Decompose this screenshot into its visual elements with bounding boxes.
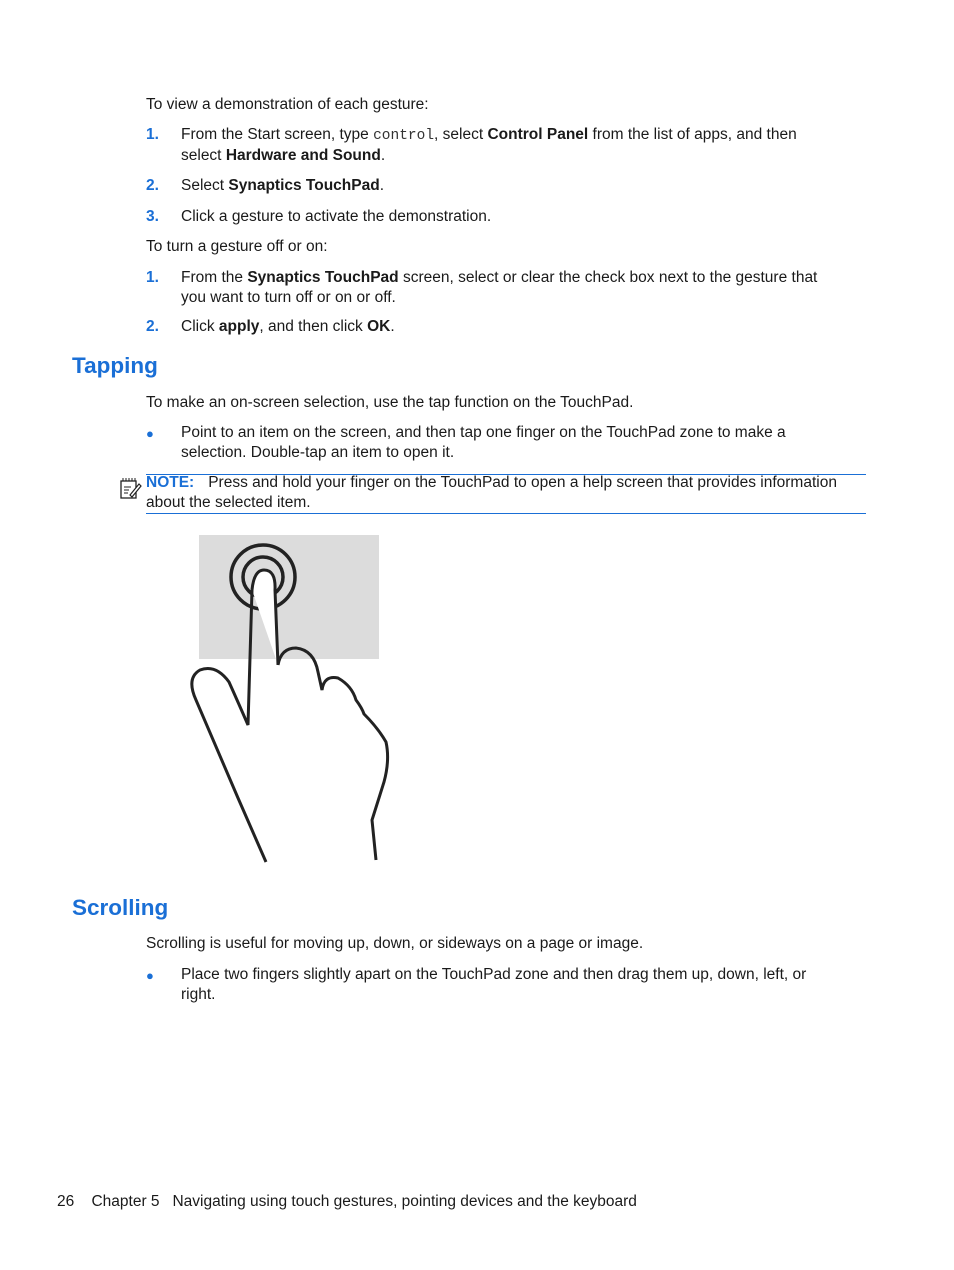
step-text: From the bbox=[181, 269, 248, 286]
page-footer bbox=[57, 1192, 637, 1212]
step-text: , select bbox=[434, 126, 488, 143]
bold-text: OK bbox=[367, 318, 391, 335]
step-text: . bbox=[379, 177, 385, 194]
list-item bbox=[181, 965, 861, 1005]
intro-text: To view a demonstration of each gesture: bbox=[146, 96, 429, 113]
step-number: 1. bbox=[146, 269, 159, 286]
bullet-text: Point to an item on the screen, and then tap one finger on the TouchPad zone to make a bbox=[181, 424, 786, 441]
step-text: from the list of apps, and then bbox=[588, 126, 797, 143]
bullet-icon: ● bbox=[146, 968, 154, 983]
bullet-icon: ● bbox=[146, 426, 154, 441]
step-text: . bbox=[390, 318, 395, 335]
step-text: Click bbox=[181, 318, 219, 335]
step-text: , and then click bbox=[259, 318, 368, 335]
list-item bbox=[181, 268, 861, 308]
tapping-intro-text: To make an on-screen selection, use the tap function on the TouchPad. bbox=[146, 394, 634, 411]
bold-text: Hardware and Sound bbox=[225, 147, 381, 164]
bold-text: apply bbox=[218, 318, 260, 335]
step-text: Click a gesture to activate the demonstration. bbox=[181, 208, 492, 225]
toggle-intro-text: To turn a gesture off or on: bbox=[146, 238, 328, 255]
list-item bbox=[181, 317, 861, 337]
section-heading-tapping: Tapping bbox=[72, 353, 158, 378]
step-text: you want to turn off or on or off. bbox=[181, 289, 396, 306]
bold-text: Synaptics TouchPad bbox=[247, 269, 399, 286]
chapter-label: Chapter 5 bbox=[91, 1193, 160, 1210]
page-number: 26 bbox=[57, 1193, 75, 1210]
step-number: 1. bbox=[146, 126, 159, 143]
note-pad-icon bbox=[118, 476, 142, 500]
hand-outline-right bbox=[278, 648, 388, 860]
bullet-text: right. bbox=[181, 986, 216, 1003]
tap-gesture-illustration bbox=[186, 530, 396, 870]
note-line: Press and hold your finger on the TouchPad to open a help screen that provides information bbox=[208, 474, 837, 491]
note-text bbox=[146, 473, 868, 513]
list-item bbox=[181, 207, 861, 227]
step-text: Select bbox=[181, 177, 229, 194]
code-text: control bbox=[373, 128, 435, 144]
list-item bbox=[181, 423, 861, 463]
note-label: NOTE: bbox=[146, 474, 195, 491]
step-text: screen, select or clear the check box next to the gesture that bbox=[398, 269, 818, 286]
chapter-title: Navigating using touch gestures, pointing devices and the keyboard bbox=[172, 1193, 637, 1210]
step-number: 2. bbox=[146, 318, 159, 335]
step-number: 2. bbox=[146, 177, 159, 194]
scrolling-intro-text: Scrolling is useful for moving up, down, or sideways on a page or image. bbox=[146, 935, 644, 952]
bullet-text: selection. Double-tap an item to open it. bbox=[181, 444, 455, 461]
bullet-text: Place two fingers slightly apart on the TouchPad zone and then drag them up, down, left, or bbox=[181, 966, 807, 983]
note-line: about the selected item. bbox=[146, 494, 311, 511]
step-text: select bbox=[181, 147, 226, 164]
list-item bbox=[181, 176, 861, 196]
step-text: From the Start screen, type bbox=[181, 126, 374, 143]
step-number: 3. bbox=[146, 208, 159, 225]
step-text: . bbox=[380, 147, 386, 164]
bold-text: Control Panel bbox=[487, 126, 589, 143]
section-heading-scrolling: Scrolling bbox=[72, 895, 169, 920]
bold-text: Synaptics TouchPad bbox=[228, 177, 380, 194]
list-item bbox=[181, 125, 861, 166]
